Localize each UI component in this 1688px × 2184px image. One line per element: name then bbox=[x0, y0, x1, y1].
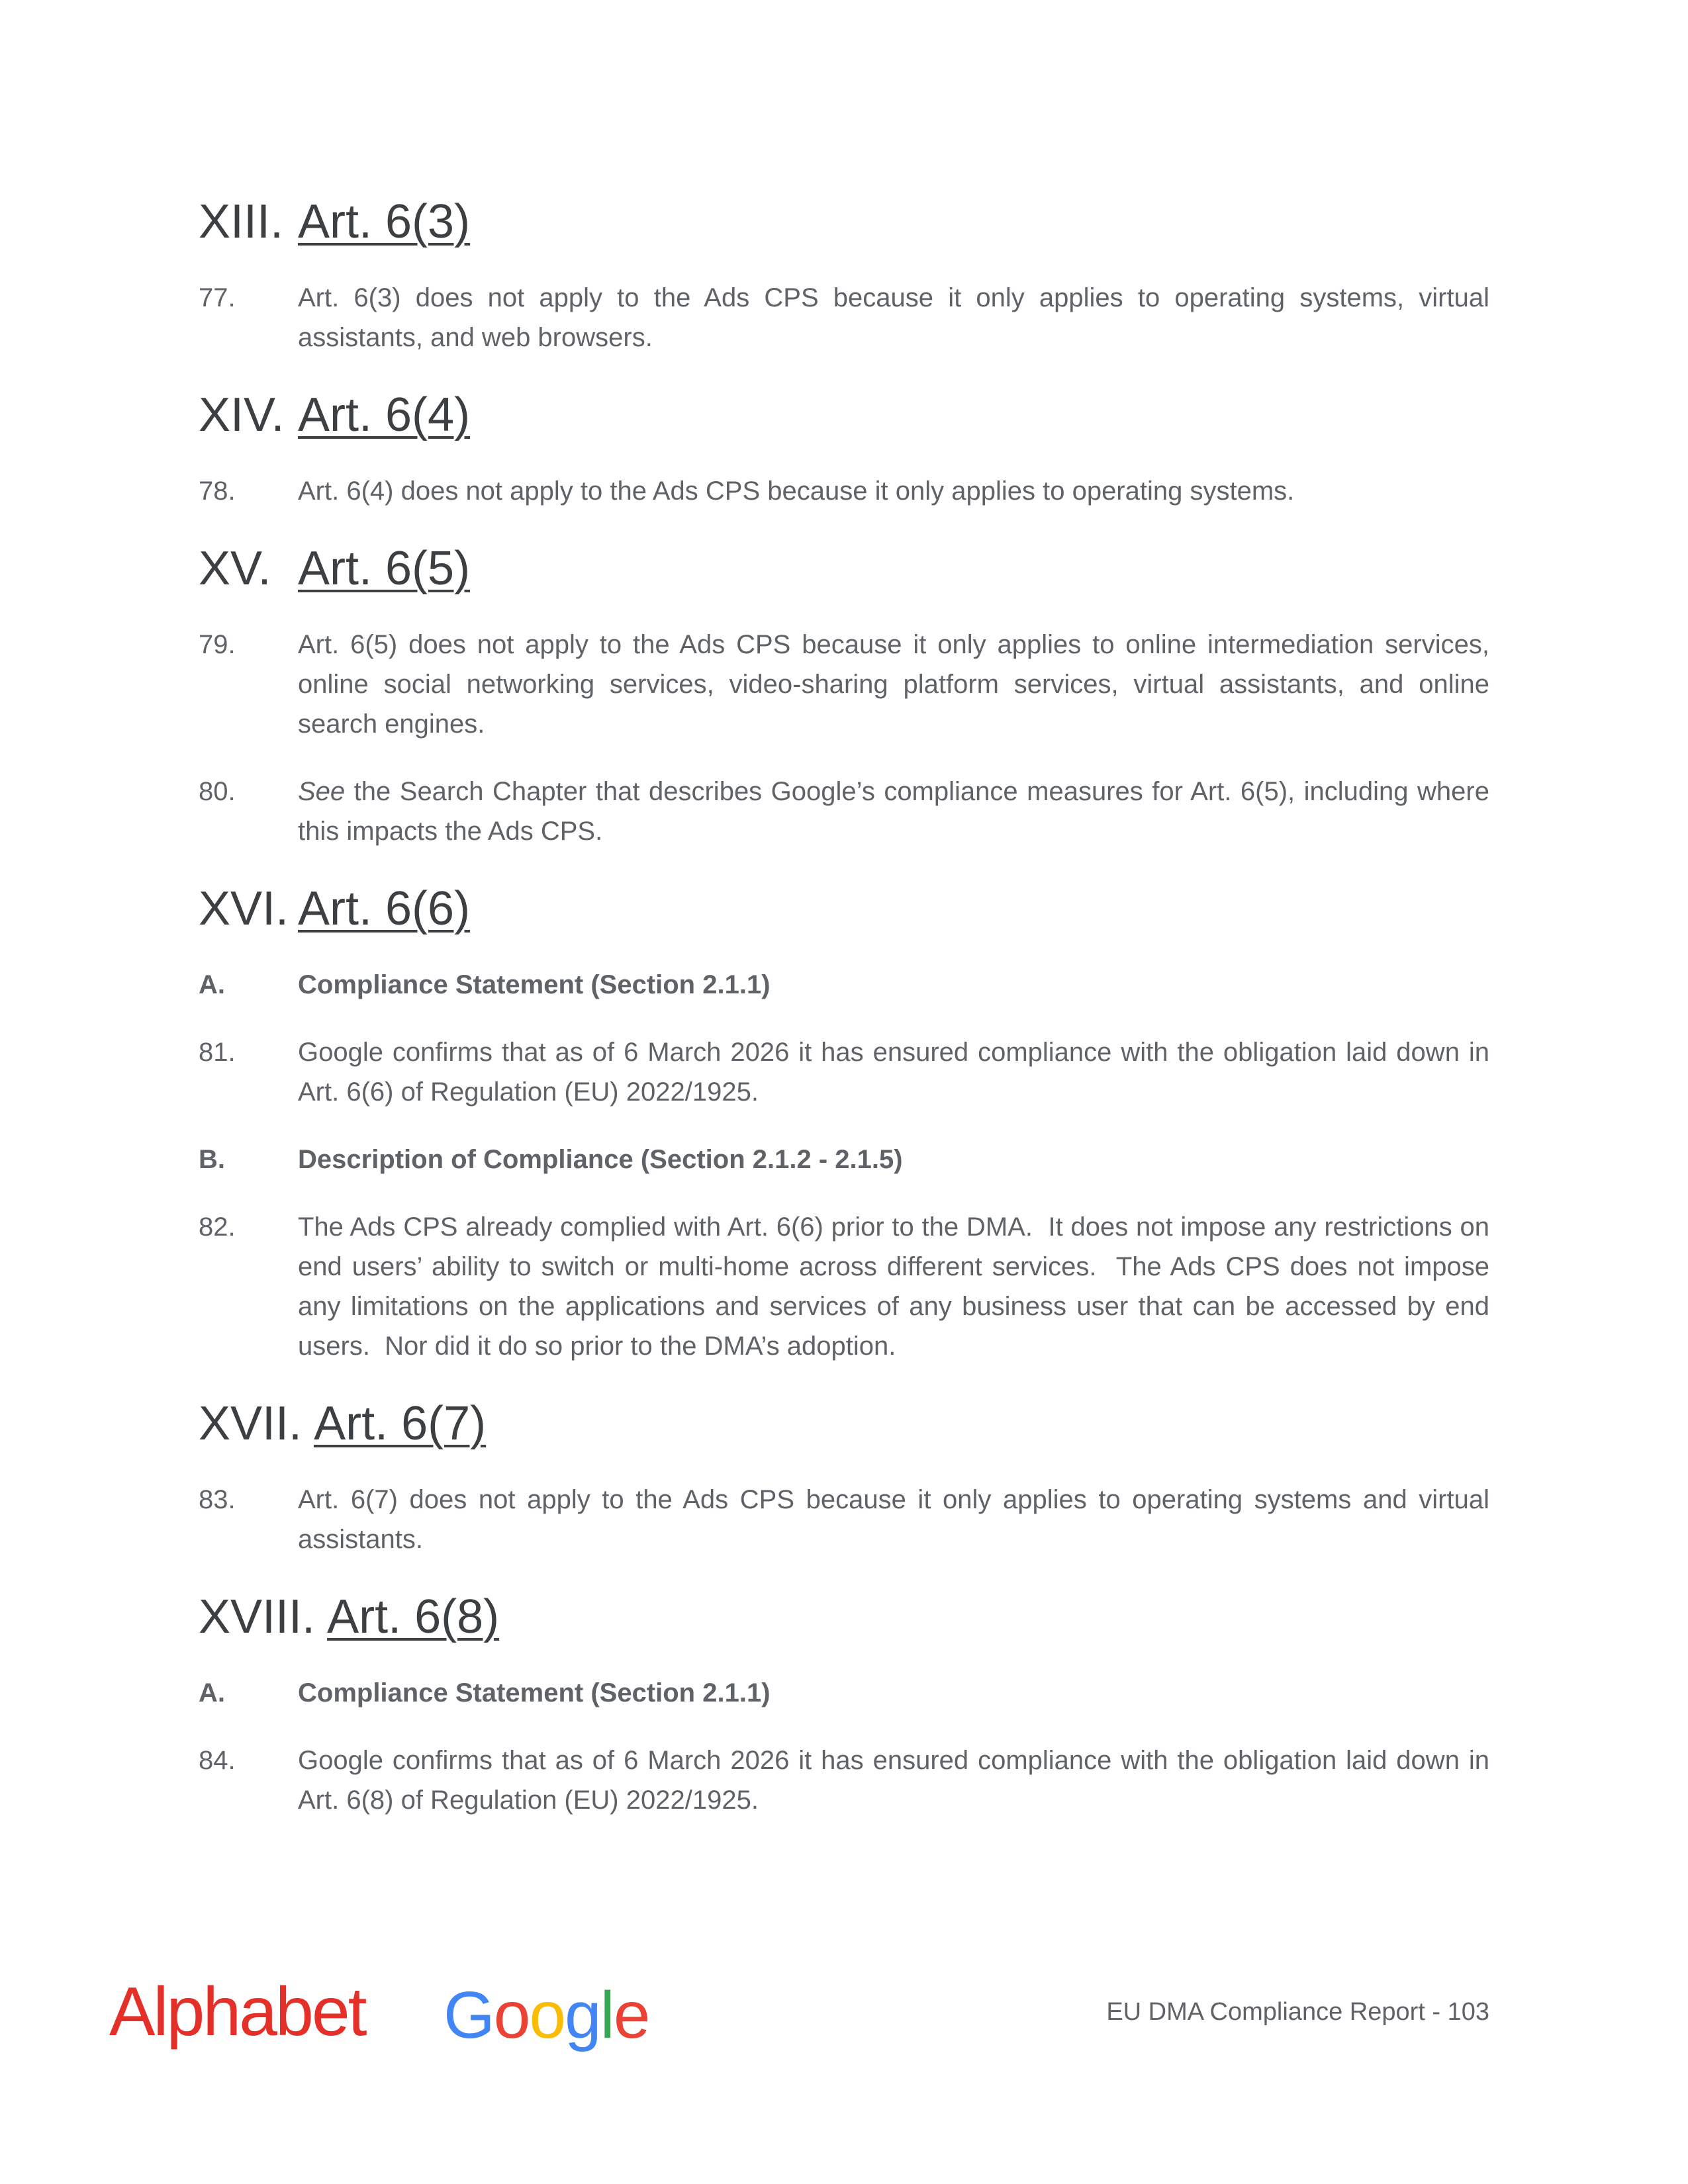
subsection-heading bbox=[199, 1140, 1489, 1179]
paragraph-number: 82. bbox=[199, 1212, 236, 1242]
page-content bbox=[199, 192, 1497, 1848]
paragraph-number: 81. bbox=[199, 1038, 236, 1067]
paragraph bbox=[199, 1480, 1489, 1559]
section-number: XIII. bbox=[199, 195, 284, 248]
subsection-letter: A. bbox=[199, 970, 225, 999]
google-logo-letter: o bbox=[529, 1978, 565, 2052]
section-title: Art. 6(4) bbox=[298, 388, 471, 441]
section-heading bbox=[199, 1587, 1489, 1647]
italic-see: See bbox=[298, 777, 346, 806]
section-title: Art. 6(3) bbox=[298, 195, 471, 248]
section-title: Art. 6(6) bbox=[298, 882, 471, 935]
section-number: XVII. bbox=[199, 1397, 303, 1450]
paragraph-text: Art. 6(5) does not apply to the Ads CPS because it only applies to online intermediation services, online social networking services, video-sharing platform services, virtual assistants, and online search engines. bbox=[298, 630, 1489, 739]
paragraph bbox=[199, 1741, 1489, 1820]
paragraph-number: 79. bbox=[199, 630, 236, 659]
subsection-title: Description of Compliance (Section 2.1.2 - 2.1.5) bbox=[298, 1145, 903, 1174]
paragraph bbox=[199, 471, 1489, 511]
paragraph bbox=[199, 1207, 1497, 1366]
section-title: Art. 6(5) bbox=[298, 542, 471, 595]
paragraph bbox=[199, 772, 1489, 851]
paragraph-text-rest: the Search Chapter that describes Google’s compliance measures for Art. 6(5), including where this impacts the Ads CPS. bbox=[298, 777, 1489, 846]
section-heading bbox=[199, 192, 1489, 251]
google-logo-letter: e bbox=[613, 1978, 649, 2052]
subsection-letter: A. bbox=[199, 1678, 225, 1707]
page-label: EU DMA Compliance Report - 103 bbox=[1106, 1998, 1489, 2026]
section-number: XVI. bbox=[199, 882, 289, 935]
section-heading bbox=[199, 879, 1489, 938]
paragraph-text: Art. 6(3) does not apply to the Ads CPS because it only applies to operating systems, virtual assistants, and web browsers. bbox=[298, 283, 1489, 352]
section-heading bbox=[199, 1394, 1489, 1453]
paragraph bbox=[199, 1032, 1489, 1112]
paragraph-text: Art. 6(7) does not apply to the Ads CPS because it only applies to operating systems and virtual assistants. bbox=[298, 1485, 1489, 1554]
section-heading bbox=[199, 539, 1489, 598]
subsection-title: Compliance Statement (Section 2.1.1) bbox=[298, 1678, 771, 1707]
section-heading bbox=[199, 385, 1489, 445]
alphabet-logo: Alphabet bbox=[109, 1974, 365, 2050]
paragraph-number: 84. bbox=[199, 1746, 236, 1775]
section-title: Art. 6(7) bbox=[314, 1397, 487, 1450]
paragraph-text bbox=[298, 772, 1489, 851]
section-title: Art. 6(8) bbox=[327, 1590, 500, 1643]
paragraph-text: The Ads CPS already complied with Art. 6(6) prior to the DMA. It does not impose any restrictions on end users’ ability to switch or multi-home across different services. The Ads CPS does not impose any limitations on the applications and services of any business user that can be accessed by end users. Nor did it do so prior to the DMA’s adoption. bbox=[298, 1212, 1497, 1361]
google-logo-letter: o bbox=[493, 1978, 530, 2052]
paragraph-number: 83. bbox=[199, 1485, 236, 1514]
page-footer bbox=[0, 1972, 1688, 2052]
paragraph-number: 80. bbox=[199, 777, 236, 806]
google-logo-letter: l bbox=[600, 1978, 614, 2052]
section-number: XVIII. bbox=[199, 1590, 316, 1643]
paragraph bbox=[199, 625, 1489, 744]
google-logo-letter: g bbox=[565, 1978, 600, 2052]
subsection-heading bbox=[199, 1673, 1489, 1713]
paragraph bbox=[199, 278, 1489, 357]
paragraph-number: 78. bbox=[199, 477, 236, 506]
subsection-heading bbox=[199, 965, 1489, 1005]
paragraph-text: Art. 6(4) does not apply to the Ads CPS because it only applies to operating systems. bbox=[298, 477, 1295, 506]
google-logo bbox=[444, 1976, 649, 2055]
paragraph-text: Google confirms that as of 6 March 2026 it has ensured compliance with the obligation laid down in Art. 6(8) of Regulation (EU) 2022/1925. bbox=[298, 1746, 1489, 1815]
paragraph-number: 77. bbox=[199, 283, 236, 312]
subsection-letter: B. bbox=[199, 1145, 225, 1174]
subsection-title: Compliance Statement (Section 2.1.1) bbox=[298, 970, 771, 999]
google-logo-letter: G bbox=[444, 1978, 494, 2052]
section-number: XV. bbox=[199, 542, 271, 595]
section-number: XIV. bbox=[199, 388, 285, 441]
paragraph-text: Google confirms that as of 6 March 2026 it has ensured compliance with the obligation laid down in Art. 6(6) of Regulation (EU) 2022/1925. bbox=[298, 1038, 1489, 1107]
